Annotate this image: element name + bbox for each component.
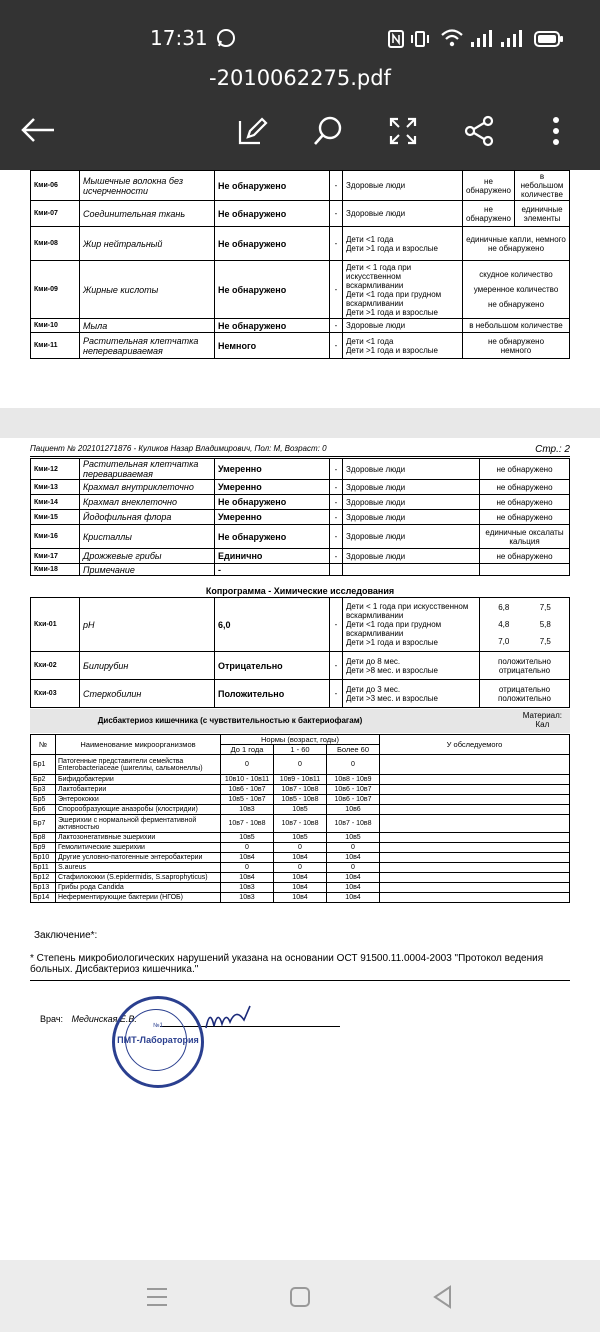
footnote: * Степень микробиологических нарушений указана на основании ОСТ 91500.11.0004-2003 "Протокол ведения больных. Дисбактериоз кишечника." [30,953,544,975]
recents-icon[interactable] [146,1286,168,1308]
document-title: -2010062275.pdf [209,66,391,90]
table-row: Бр14 Неферментирующие бактерии (НГОБ) 10в3 10в4 10в4 [31,893,570,903]
table-row: Кми-12 Растительная клетчатка перевариваемая Умеренно - Здоровые люди не обнаружено [31,459,570,480]
doctor-label: Врач: [40,1014,64,1024]
status-bar [0,0,600,60]
table-row: Бр9 Гемолитические эшерихии 0 0 0 [31,843,570,853]
table-row: Кми-07 Соединительная ткань Не обнаружено - Здоровые люди не обнаружено единичные элементы [31,201,570,227]
chemistry-table [30,597,570,708]
app-bar [0,60,600,170]
table-row: Бр5 Энтерококки 10в5 - 10в7 10в5 - 10в8 10в6 - 10в7 [31,795,570,805]
table-row: Кми-18 Примечание - [31,564,570,576]
navigation-bar [0,1260,600,1332]
table-row: Кми-16 Кристаллы Не обнаружено - Здоровые люди единичные оксалаты кальция [31,525,570,549]
signature-scribble [200,998,260,1038]
table-row: Кхи-03 Стеркобилин Положительно - Дети до 3 мес. Дети >3 мес. и взрослые отрицательно положительно [31,680,570,708]
nfc-icon [388,30,404,48]
table-row: Кми-11 Растительная клетчатка неперевариваемая Немного - Дети <1 года Дети >1 года и взрослые не обнаружено немного [31,333,570,359]
table-row: Кми-17 Дрожжевые грибы Единично - Здоровые люди не обнаружено [31,549,570,564]
conclusion-block [30,930,570,981]
doctor-name: Мединская Е.В. [71,1014,137,1024]
table-row: Бр2 Бифидобактерии 10в10 - 10в11 10в9 - 10в11 10в8 - 10в9 [31,775,570,785]
table-row: Кхи-01 pH 6,0 - Дети < 1 года при искусственном вскармливании Дети <1 года при грудном вскармливании Дети >1 года и взрослые 6,8 7,5 4,8 5,8 7,0 7,5 [31,598,570,652]
edit-icon[interactable] [236,115,268,147]
wifi-icon [440,28,464,48]
patient-header: Пациент № 202101271876 - Куликов Назар Владимирович, Пол: М, Возраст: 0 Стр.: 2 [30,444,570,455]
table-row: Кми-13 Крахмал внутриклеточно Умеренно - Здоровые люди не обнаружено [31,480,570,495]
fullscreen-icon[interactable] [388,116,418,146]
share-icon[interactable] [463,115,495,147]
table-row: Бр10 Другие условно-патогенные энтеробактерии 10в4 10в4 10в4 [31,853,570,863]
back-icon[interactable] [432,1285,454,1309]
status-time: 17:31 [150,26,208,50]
table-row: Бр6 Спорообразующие анаэробы (клостридии) 10в3 10в5 10в6 [31,805,570,815]
microscopy-table-2 [30,458,570,576]
home-icon[interactable] [289,1286,311,1308]
search-icon[interactable] [312,115,344,147]
microscopy-table-1 [30,170,570,359]
table-row: Бр7 Эшерихии с нормальной ферментативной активностью 10в7 - 10в8 10в7 - 10в8 10в7 - 10в8 [31,815,570,833]
lab-stamp: №1 ПМТ-Лаборатория [112,996,204,1088]
table-row: Бр11 S.aureus 0 0 0 [31,863,570,873]
back-arrow-icon[interactable] [20,116,56,144]
table-row: Кми-10 Мыла Не обнаружено - Здоровые люди в небольшом количестве [31,319,570,333]
vibrate-icon [410,30,430,48]
table-row: Кми-08 Жир нейтральный Не обнаружено - Дети <1 года Дети >1 года и взрослые единичные капли, немного не обнаружено [31,227,570,261]
table-row: Кми-06 Мышечные волокна без исчерченности Не обнаружено - Здоровые люди не обнаружено в небольшом количестве [31,171,570,201]
table-row: Бр3 Лактобактерии 10в6 - 10в7 10в7 - 10в8 10в6 - 10в7 [31,785,570,795]
pdf-page-1 [0,170,600,408]
table-row: Кми-14 Крахмал внеклеточно Не обнаружено - Здоровые люди не обнаружено [31,495,570,510]
signal-icon-2 [500,30,524,48]
dysbacteriosis-header: Дисбактериоз кишечника (с чувствительностью к бактериофагам) Материал: Кал [30,709,570,733]
more-vert-icon[interactable] [550,116,562,146]
table-row: Кхи-02 Билирубин Отрицательно - Дети до 8 мес. Дети >8 мес. и взрослые положительно отрицательно [31,652,570,680]
pdf-page-2 [0,438,600,1260]
table-row: Кми-15 Йодофильная флора Умеренно - Здоровые люди не обнаружено [31,510,570,525]
page-number: Стр.: 2 [535,444,570,455]
table-row: Бр13 Грибы рода Candida 10в3 10в4 10в4 [31,883,570,893]
battery-icon [534,30,564,48]
signal-icon [470,30,494,48]
chemistry-section-title: Копрограмма - Химические исследования [205,586,395,596]
whatsapp-icon [216,28,236,48]
page-separator [0,408,600,438]
table-row: Бр12 Стафилококки (S.epidermidis, S.saprophyticus) 10в4 10в4 10в4 [31,873,570,883]
table-row: Бр8 Лактозонегативные эшерихии 10в5 10в5 10в5 [31,833,570,843]
conclusion-label: Заключение*: [34,930,98,941]
dysbacteriosis-table: № Наименование микроорганизмов Нормы (возраст, годы) У обследуемого До 1 года 1 - 60 Более 60 Бр1 Патогенные представители семейства Enterobacteriaceae (шигеллы, сальмонеллы) 0 0 0 Бр2 Бифидобактерии 10в10 - 10в11 10в9 - 10в11 10в8 - 10в9 Бр3 Лактобактерии 10в6 - 10в7 10в7 - 10в8 10в6 - 10в7 Бр5 Энтерококки 10в5 - 10в7 10в5 - 10в8 10в6 - 10в7 Бр6 Спорообразующие анаэробы (клостридии) 10в3 10в5 10в6 Бр7 Эшерихии с нормальной ферментативной активностью 10в7 - 10в8 10в7 - 10в8 10в7 - 10в8 Бр8 Лактозонегативные эшерихии 10в5 10в5 10в5 Бр9 Гемолитические эшерихии 0 0 0 Бр10 Другие условно-патогенные энтеробактерии 10в4 10в4 10в4 Бр11 S.aureus 0 0 0 Бр12 Стафилококки (S.epidermidis, S.saprophyticus) 10в4 10в4 10в4 Бр13 Грибы рода Candida 10в3 10в4 10в4 Бр14 Неферментирующие бактерии (НГОБ) 10в3 10в4 10в4 [30,734,570,903]
table-row: Бр1 Патогенные представители семейства Enterobacteriaceae (шигеллы, сальмонеллы) 0 0 0 [31,755,570,775]
table-row: Кми-09 Жирные кислоты Не обнаружено - Дети < 1 года при искусственном вскармливании Дети <1 года при грудном вскармливании Дети >1 года и взрослые скудное количество умеренное количество не обнаружено [31,261,570,319]
